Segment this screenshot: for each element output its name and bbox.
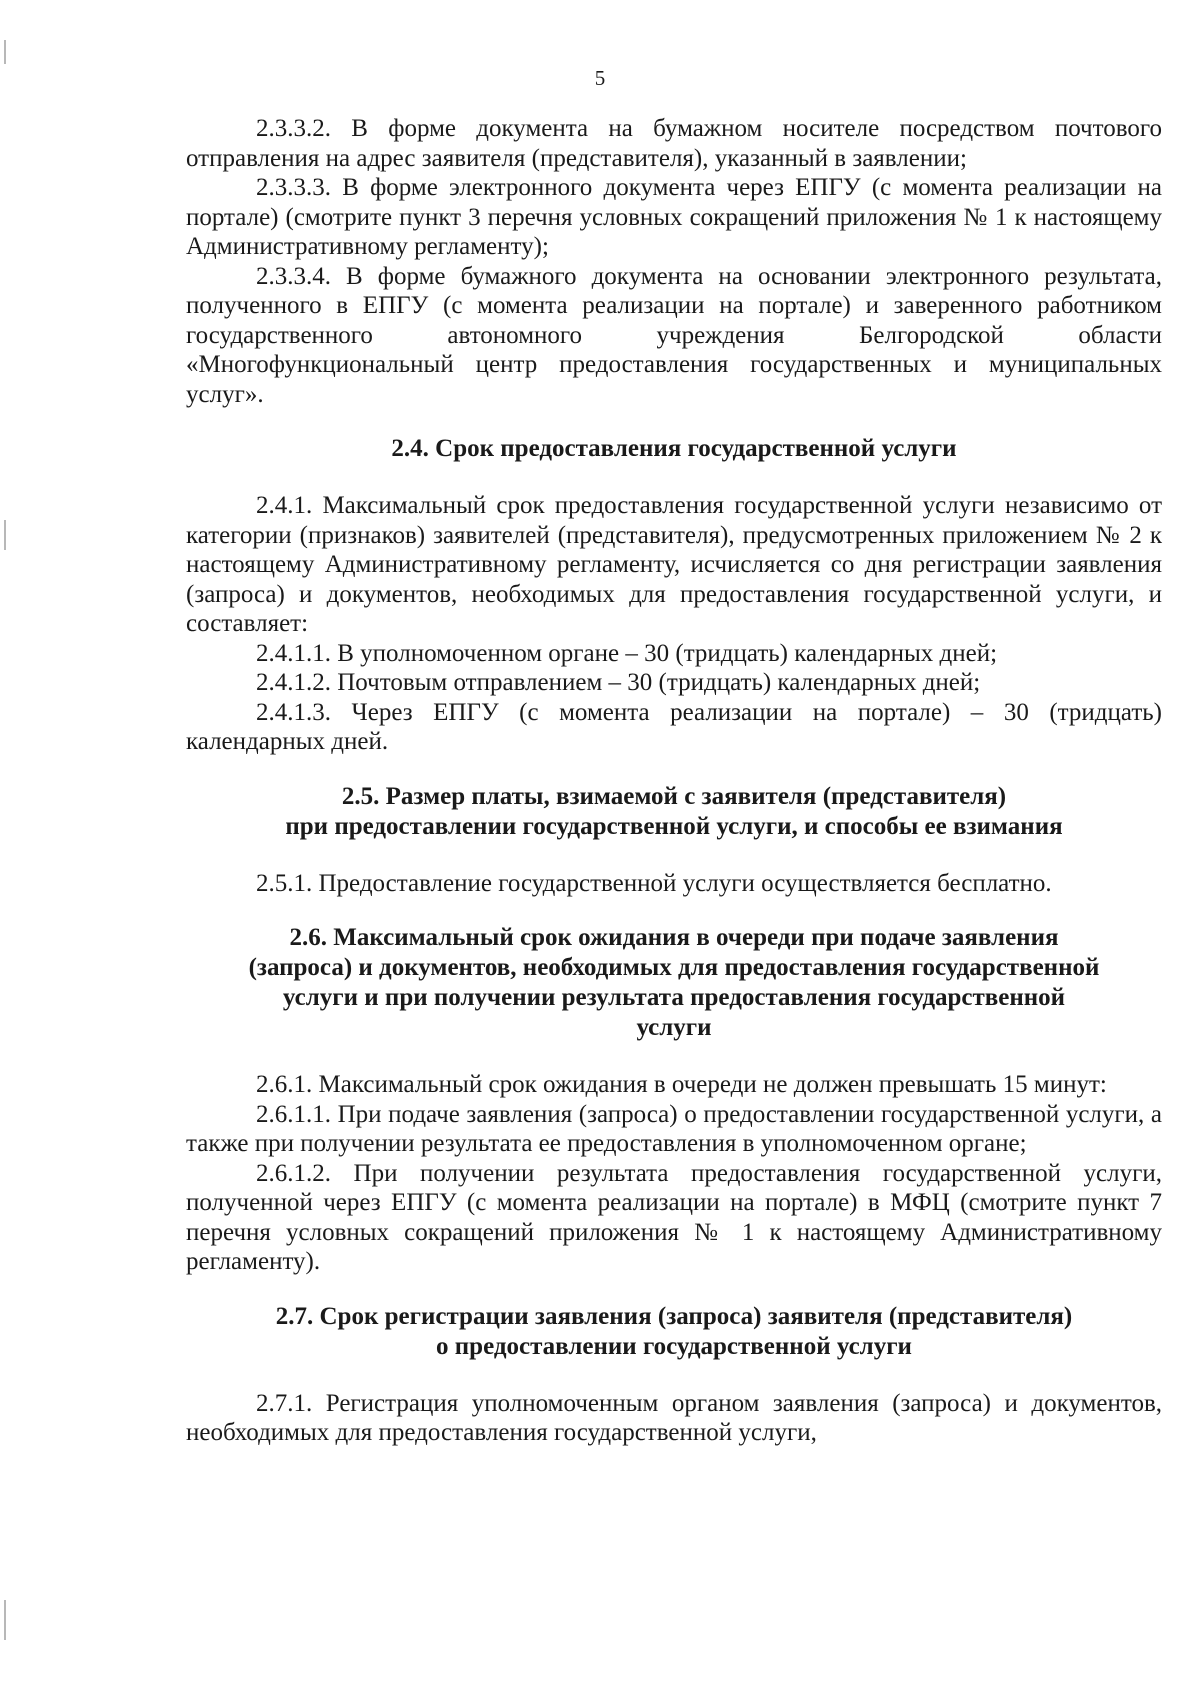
paragraph-2-4-1-2: 2.4.1.2. Почтовым отправлением – 30 (тридцать) календарных дней; <box>256 669 981 696</box>
heading-line: услуги и при получении результата предоставления государственной <box>282 984 1066 1011</box>
heading-line: услуги <box>636 1014 712 1041</box>
page-number: 5 <box>594 66 606 90</box>
paragraph-2-6-1-1: 2.6.1.1. При подаче заявления (запроса) о предоставлении государственной услуги, а также при получении результата ее предоставления в уполномоченном органе; <box>186 1100 1162 1157</box>
paragraph-2-3-3-3: 2.3.3.3. В форме электронного документа через ЕПГУ (с момента реализации на портале) (смотрите пункт 3 перечня условных сокращений приложения № 1 к настоящему Административному регламенту); <box>186 174 1162 260</box>
heading-line: (запроса) и документов, необходимых для предоставления государственной <box>248 954 1100 981</box>
paragraph-2-7-1: 2.7.1. Регистрация уполномоченным органом заявления (запроса) и документов, необходимых для предоставления государственной услуги, <box>186 1389 1162 1446</box>
heading-line: о предоставлении государственной услуги <box>436 1332 912 1360</box>
scan-edge-mark <box>4 520 6 550</box>
section-heading-2-7 <box>186 1302 1162 1362</box>
heading-line: 2.5. Размер платы, взимаемой с заявителя (представителя) <box>341 782 1007 810</box>
paragraph-2-3-3-4: 2.3.3.4. В форме бумажного документа на основании электронного результата, полученного в ЕПГУ (с момента реализации на портале) и заверенного работником государственного автономного учреждения Белгородской области «Многофункциональный центр предоставления государственных и муниципальных услуг». <box>186 262 1162 408</box>
heading-line: при предоставлении государственной услуги, и способы ее взимания <box>285 812 1063 840</box>
document-body <box>186 114 1162 1448</box>
scan-edge-mark <box>4 1600 6 1640</box>
heading-line: 2.7. Срок регистрации заявления (запроса) заявителя (представителя) <box>275 1302 1073 1330</box>
section-heading-2-4 <box>186 434 1162 464</box>
paragraph-2-4-1-1: 2.4.1.1. В уполномоченном органе – 30 (тридцать) календарных дней; <box>256 639 998 667</box>
heading-line: 2.6. Максимальный срок ожидания в очереди при подаче заявления <box>289 924 1059 951</box>
heading-line: 2.4. Срок предоставления государственной услуги <box>391 435 957 462</box>
paragraph-2-6-1: 2.6.1. Максимальный срок ожидания в очереди не должен превышать 15 минут: <box>256 1071 1107 1098</box>
paragraph-2-4-1: 2.4.1. Максимальный срок предоставления государственной услуги независимо от категории (признаков) заявителей (представителя), предусмотренных приложением № 2 к настоящему Административному регламенту, исчисляется со дня регистрации заявления (запроса) и документов, необходимых для предоставления государственной услуги, и составляет: <box>186 492 1162 637</box>
paragraph-2-4-1-3: 2.4.1.3. Через ЕПГУ (с момента реализации на портале) – 30 (тридцать) календарных дней. <box>186 698 1162 755</box>
section-heading-2-5 <box>186 782 1162 842</box>
scan-edge-mark <box>4 40 6 64</box>
section-heading-2-6 <box>186 923 1162 1043</box>
paragraph-2-3-3-2: 2.3.3.2. В форме документа на бумажном носителе посредством почтового отправления на адрес заявителя (представителя), указанный в заявлении; <box>186 115 1162 172</box>
paragraph-2-5-1: 2.5.1. Предоставление государственной услуги осуществляется бесплатно. <box>256 869 1052 897</box>
paragraph-2-6-1-2: 2.6.1.2. При получении результата предоставления государственной услуги, полученной через ЕПГУ (с момента реализации на портале) в МФЦ (смотрите пункт 7 перечня условных сокращений приложения № 1 к настоящему Административному регламенту). <box>186 1159 1162 1275</box>
